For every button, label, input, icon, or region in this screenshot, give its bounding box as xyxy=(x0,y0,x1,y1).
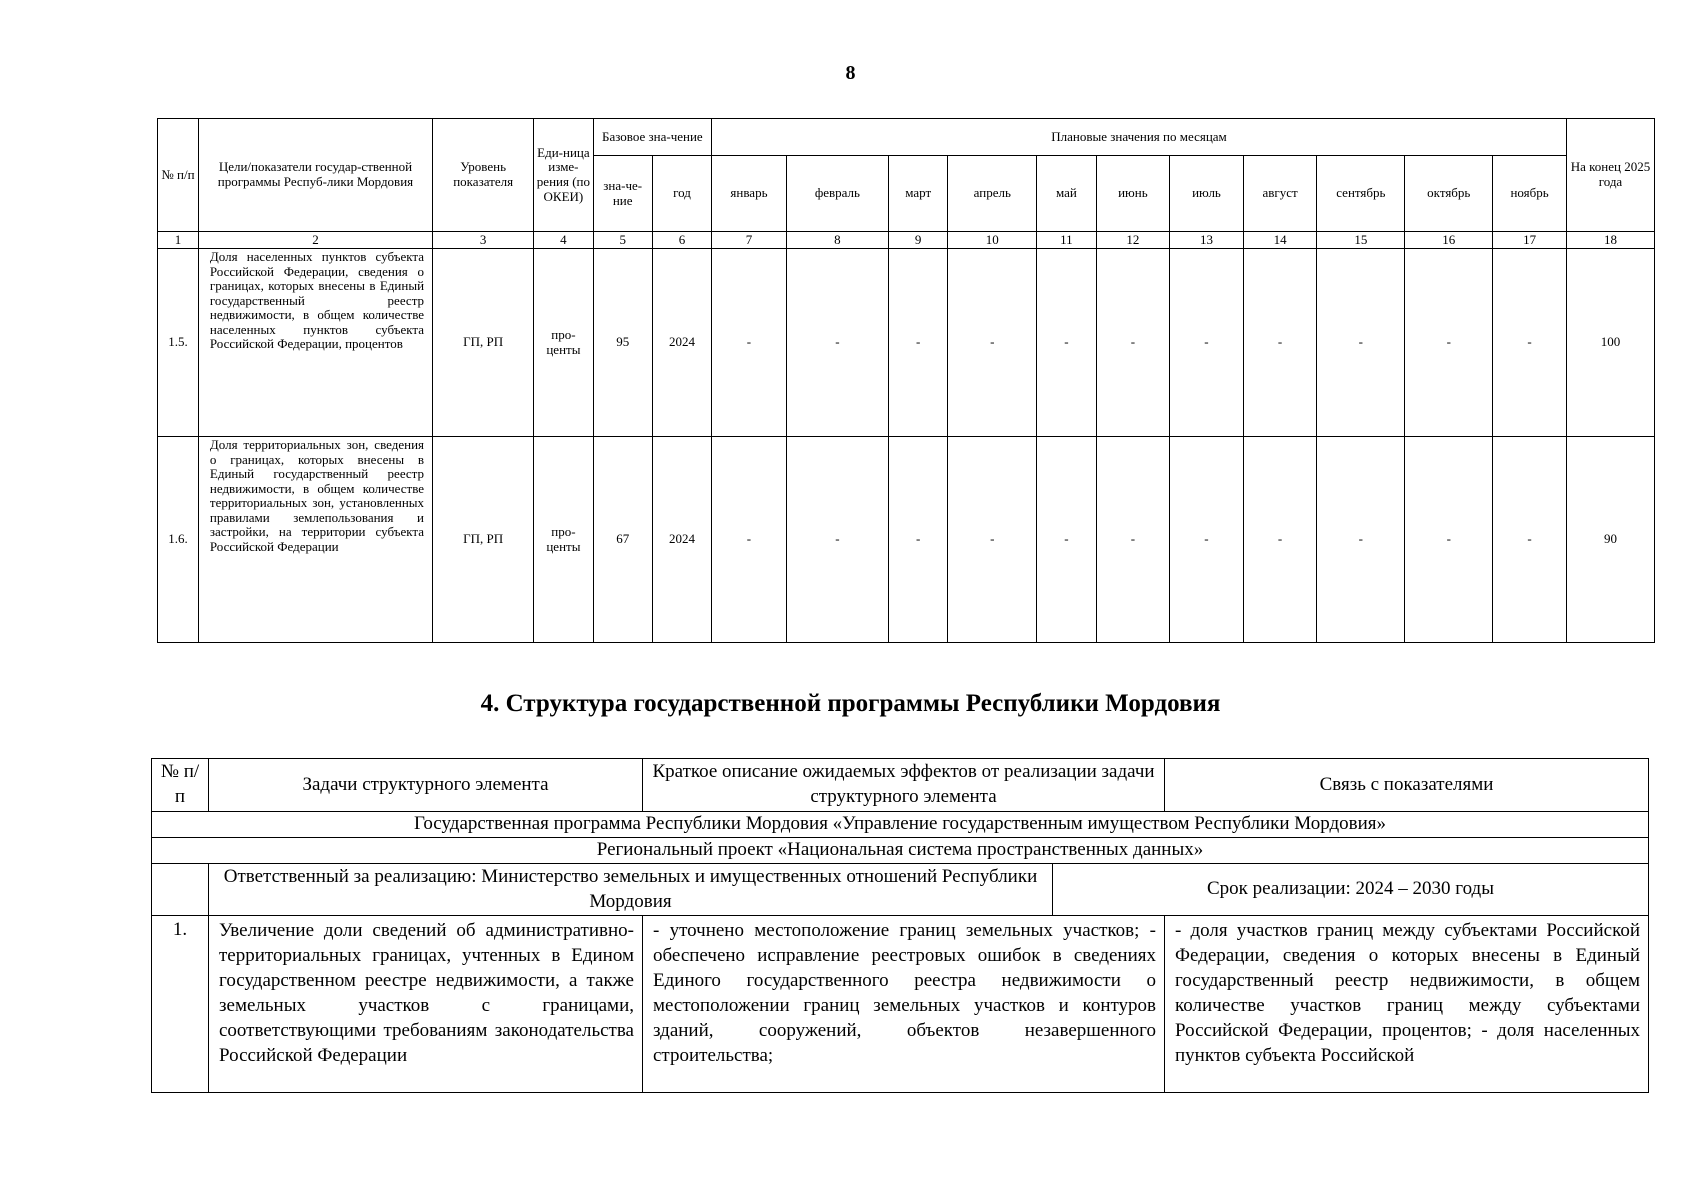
responsible-cell: Ответственный за реализацию: Министерство земельных и имущественных отношений Республики Мордовия xyxy=(209,864,1053,916)
column-number: 16 xyxy=(1405,232,1493,249)
row-month-value: - xyxy=(712,437,787,643)
column-number: 17 xyxy=(1493,232,1567,249)
row-month-value: - xyxy=(786,249,888,437)
row-month-value: - xyxy=(1096,249,1170,437)
header-base: Базовое зна-чение xyxy=(593,119,712,156)
header-num: № п/п xyxy=(158,119,199,232)
row-base-year: 2024 xyxy=(652,437,711,643)
table-row xyxy=(158,437,1655,643)
row-unit: про-центы xyxy=(534,437,593,643)
header-month: июнь xyxy=(1096,156,1170,232)
row-base-value: 67 xyxy=(593,437,652,643)
row-month-value: - xyxy=(712,249,787,437)
header-month: май xyxy=(1037,156,1096,232)
column-number-row xyxy=(158,232,1655,249)
row-unit: про-центы xyxy=(534,249,593,437)
header-num: № п/п xyxy=(152,759,209,812)
column-number: 9 xyxy=(889,232,948,249)
row-base-year: 2024 xyxy=(652,249,711,437)
header-unit: Еди-ница изме-рения (по ОКЕИ) xyxy=(534,119,593,232)
column-number: 18 xyxy=(1566,232,1654,249)
row-month-value: - xyxy=(889,437,948,643)
row-month-value: - xyxy=(1317,437,1405,643)
header-effects: Краткое описание ожидаемых эффектов от реализации задачи структурного элемента xyxy=(643,759,1165,812)
header-end-year: На конец 2025 года xyxy=(1566,119,1654,232)
header-level: Уровень показателя xyxy=(433,119,534,232)
header-month: июль xyxy=(1170,156,1244,232)
column-number: 12 xyxy=(1096,232,1170,249)
header-tasks: Задачи структурного элемента xyxy=(209,759,643,812)
project-row: Региональный проект «Национальная система пространственных данных» xyxy=(152,838,1649,864)
row-num: 1.5. xyxy=(158,249,199,437)
column-number: 2 xyxy=(198,232,432,249)
row-month-value: - xyxy=(1405,437,1493,643)
row-month-value: - xyxy=(1170,437,1244,643)
row-month-value: - xyxy=(1243,249,1317,437)
row-level: ГП, РП xyxy=(433,437,534,643)
column-number: 3 xyxy=(433,232,534,249)
row-goal: Доля территориальных зон, сведения о границах, которых внесены в Единый государственный реестр недвижимости, в общем количестве территориальных зон, установленных правилами землепользования и застройки, на территории субъекта Российской Федерации xyxy=(198,437,432,643)
row-link: - доля участков границ между субъектами Российской Федерации, сведения о которых внесены в Единый государственный реестр недвижимости, в общем количестве участков границ между субъектами Российской Федерации, процентов; - доля населенных пунктов субъекта Российской xyxy=(1165,916,1649,1093)
header-month: февраль xyxy=(786,156,888,232)
row-end-year: 90 xyxy=(1566,437,1654,643)
row-month-value: - xyxy=(948,249,1037,437)
column-number: 10 xyxy=(948,232,1037,249)
row-num: 1. xyxy=(152,916,209,1093)
header-base-year: год xyxy=(652,156,711,232)
indicators-table xyxy=(157,118,1655,643)
row-month-value: - xyxy=(948,437,1037,643)
column-number: 11 xyxy=(1037,232,1096,249)
header-month: ноябрь xyxy=(1493,156,1567,232)
header-month: август xyxy=(1243,156,1317,232)
header-month: март xyxy=(889,156,948,232)
header-link: Связь с показателями xyxy=(1165,759,1649,812)
empty-cell xyxy=(152,864,209,916)
row-month-value: - xyxy=(1405,249,1493,437)
column-number: 4 xyxy=(534,232,593,249)
header-month: сентябрь xyxy=(1317,156,1405,232)
header-month: январь xyxy=(712,156,787,232)
row-month-value: - xyxy=(1170,249,1244,437)
row-num: 1.6. xyxy=(158,437,199,643)
column-number: 14 xyxy=(1243,232,1317,249)
program-row: Государственная программа Республики Мордовия «Управление государственным имуществом Республики Мордовия» xyxy=(152,812,1649,838)
column-number: 5 xyxy=(593,232,652,249)
header-month: октябрь xyxy=(1405,156,1493,232)
row-month-value: - xyxy=(1037,249,1096,437)
column-number: 8 xyxy=(786,232,888,249)
row-task: Увеличение доли сведений об административно-территориальных границах, учтенных в Едином государственном реестре недвижимости, а также земельных участков с границами, соответствующими требованиям законодательства Российской Федерации xyxy=(209,916,643,1093)
header-month: апрель xyxy=(948,156,1037,232)
header-goals: Цели/показатели государ-ственной программы Респуб-лики Мордовия xyxy=(198,119,432,232)
page-number: 8 xyxy=(845,62,856,84)
header-base-value: зна-че-ние xyxy=(593,156,652,232)
section-title: 4. Структура государственной программы Республики Мордовия xyxy=(480,690,1221,717)
column-number: 1 xyxy=(158,232,199,249)
column-number: 15 xyxy=(1317,232,1405,249)
structure-table xyxy=(151,758,1649,1093)
row-level: ГП, РП xyxy=(433,249,534,437)
table-row xyxy=(158,249,1655,437)
row-month-value: - xyxy=(889,249,948,437)
header-planned: Плановые значения по месяцам xyxy=(712,119,1567,156)
row-month-value: - xyxy=(1317,249,1405,437)
row-effects: - уточнено местоположение границ земельных участков; - обеспечено исправление реестровых ошибок в сведениях Единого государственного реестра недвижимости о местоположении границ земельных участков и контуров зданий, сооружений, объектов незавершенного строительства; xyxy=(643,916,1165,1093)
row-end-year: 100 xyxy=(1566,249,1654,437)
row-month-value: - xyxy=(1037,437,1096,643)
row-month-value: - xyxy=(786,437,888,643)
table-row xyxy=(152,916,1649,1093)
row-month-value: - xyxy=(1243,437,1317,643)
row-month-value: - xyxy=(1096,437,1170,643)
row-month-value: - xyxy=(1493,249,1567,437)
term-cell: Срок реализации: 2024 – 2030 годы xyxy=(1053,864,1649,916)
row-month-value: - xyxy=(1493,437,1567,643)
row-base-value: 95 xyxy=(593,249,652,437)
row-goal: Доля населенных пунктов субъекта Российской Федерации, сведения о границах, которых внесены в Единый государственный реестр недвижимости, в общем количестве населенных пунктов субъекта Российской Федерации, процентов xyxy=(198,249,432,437)
column-number: 6 xyxy=(652,232,711,249)
column-number: 7 xyxy=(712,232,787,249)
column-number: 13 xyxy=(1170,232,1244,249)
